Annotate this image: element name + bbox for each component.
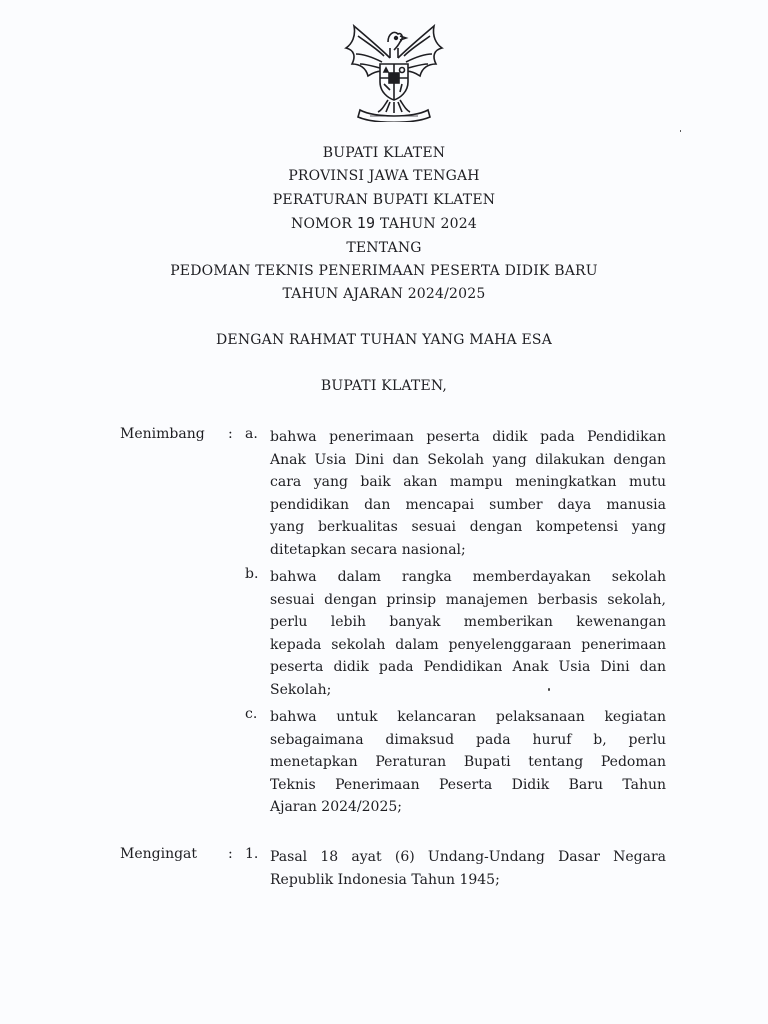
heading-provinsi: PROVINSI JAWA TENGAH [288, 168, 480, 185]
heading-bupati: BUPATI KLATEN [322, 145, 446, 161]
text-line: Pasal 18 ayat (6) Undang-Undang Dasar Negara [270, 849, 666, 865]
menimbang-item-b [270, 566, 666, 702]
menimbang-item-b-marker: b. [245, 566, 259, 582]
menimbang-item-c [270, 706, 666, 819]
garuda-emblem-icon [340, 18, 448, 122]
text-line: bahwa penerimaan peserta didik pada Pendidikan [270, 429, 666, 445]
heading-nomor [0, 212, 768, 236]
text-line: yang berkualitas sesuai dengan kompetensi yang [270, 519, 666, 536]
text-line: menetapkan Peraturan Bupati tentang Pedoman [270, 754, 666, 771]
text-line: Sekolah; [270, 681, 332, 698]
scan-speck [548, 688, 550, 691]
menimbang-item-a [270, 426, 666, 562]
mengingat-colon: : [228, 846, 233, 862]
menimbang-item-a-marker: a. [245, 426, 258, 442]
menimbang-item-c-marker: c. [245, 706, 258, 722]
nomor-suffix: TAHUN 2024 [379, 216, 477, 233]
text-line: Republik Indonesia Tahun 1945; [270, 871, 500, 888]
nomor-value: 19 [356, 214, 376, 233]
mengingat-item-1 [270, 846, 666, 891]
text-line: Ajaran 2024/2025; [270, 799, 402, 816]
text-line: kepada sekolah dalam penyelenggaraan penerimaan [270, 636, 666, 653]
text-line: ditetapkan secara nasional; [270, 541, 466, 558]
heading-tentang: TENTANG [346, 239, 422, 256]
text-line: sebagaimana dimaksud pada huruf b, perlu [270, 731, 666, 748]
heading-title: PEDOMAN TEKNIS PENERIMAAN PESERTA DIDIK BARU [170, 263, 598, 280]
nomor-prefix: NOMOR [291, 216, 353, 233]
text-line: perlu lebih banyak memberikan kewenangan [270, 614, 666, 631]
menimbang-label: Menimbang [120, 426, 205, 442]
rahmat-line: DENGAN RAHMAT TUHAN YANG MAHA ESA [215, 332, 553, 348]
text-line: Teknis Penerimaan Peserta Didik Baru Tahun [270, 776, 666, 793]
scan-speck [680, 130, 681, 132]
heading-tahun-ajaran: TAHUN AJARAN 2024/2025 [282, 286, 486, 303]
text-line: pendidikan dan mencapai sumber daya manusia [270, 496, 666, 513]
text-line: peserta didik pada Pendidikan Anak Usia Dini dan [270, 659, 666, 676]
text-line: cara yang baik akan mampu meningkatkan mutu [270, 474, 666, 491]
text-line: bahwa dalam rangka memberdayakan sekolah [270, 569, 666, 585]
menimbang-colon: : [228, 426, 233, 442]
text-line: Anak Usia Dini dan Sekolah yang dilakukan dengan [270, 451, 666, 468]
heading-peraturan: PERATURAN BUPATI KLATEN [272, 191, 496, 208]
bupati-line: BUPATI KLATEN, [320, 378, 448, 394]
mengingat-label: Mengingat [120, 846, 198, 862]
text-line: bahwa untuk kelancaran pelaksanaan kegiatan [270, 709, 666, 725]
text-line: sesuai dengan prinsip manajemen berbasis sekolah, [270, 591, 666, 608]
document-heading [0, 142, 768, 307]
mengingat-item-1-marker: 1. [245, 846, 259, 862]
